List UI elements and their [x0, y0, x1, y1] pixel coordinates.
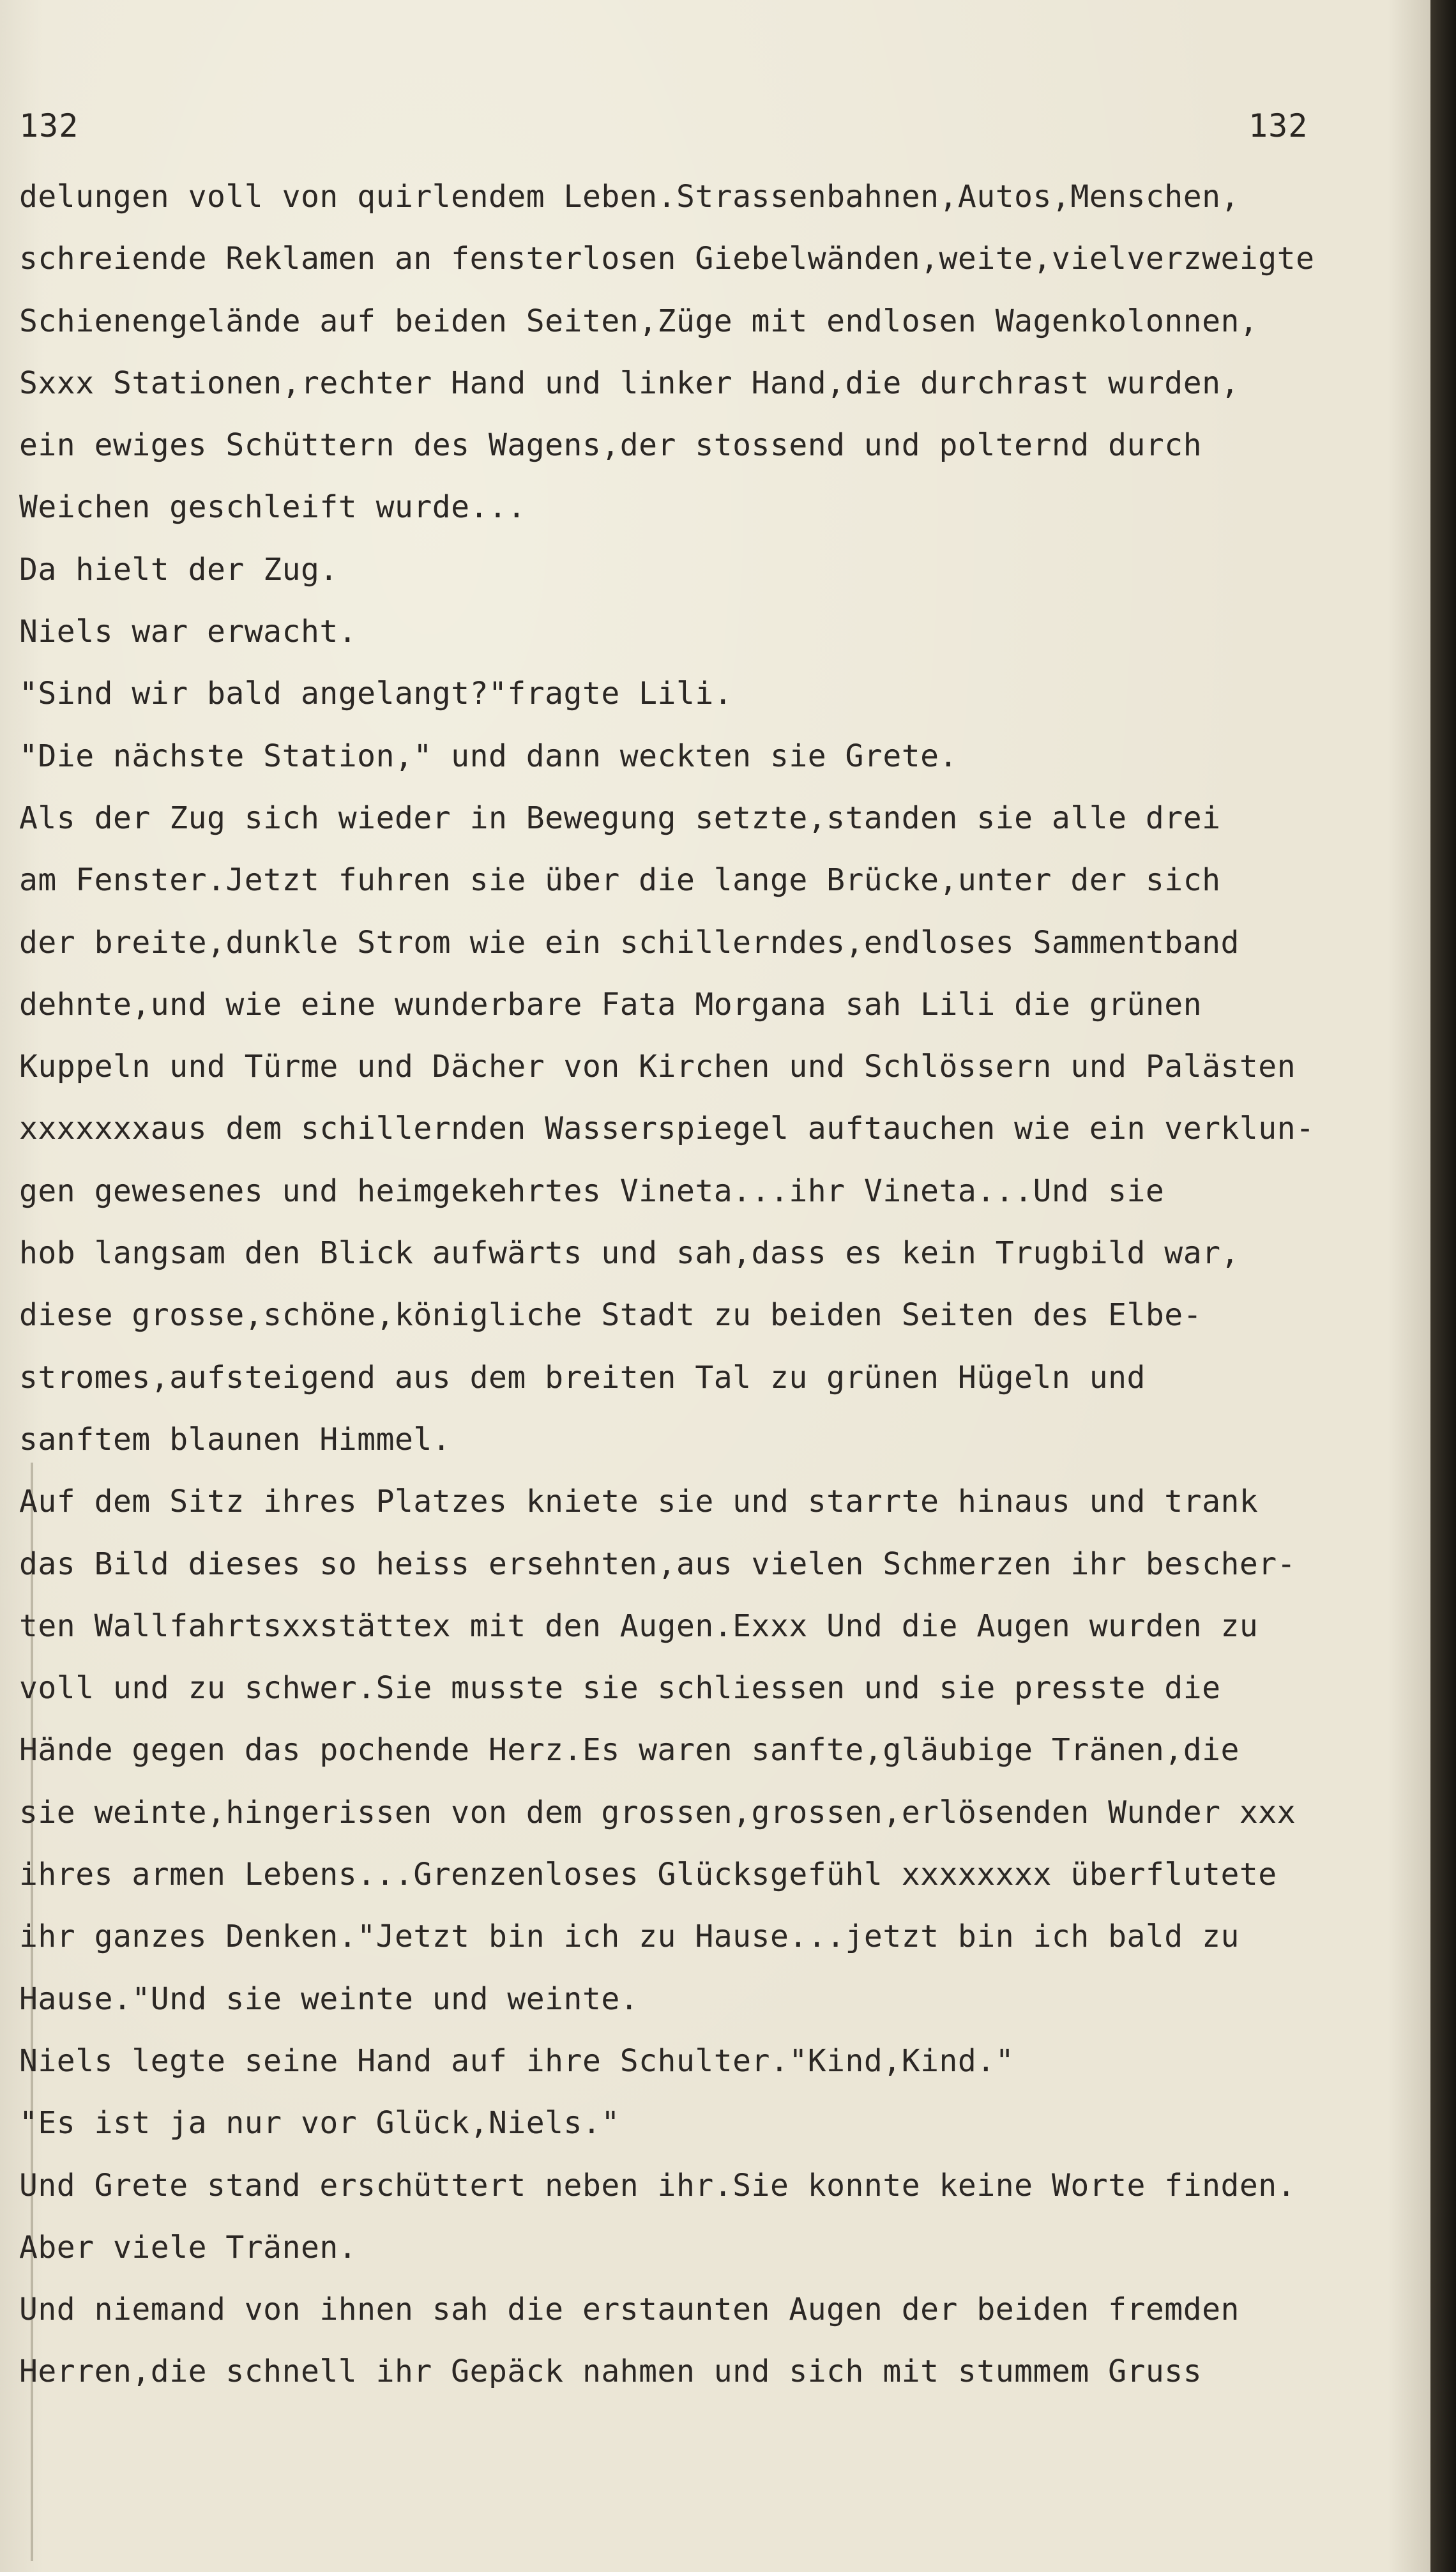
text-line: Hause."Und sie weinte und weinte. [19, 1981, 639, 2017]
text-line: "Sind wir bald angelangt?"fragte Lili. [19, 676, 733, 712]
text-line: stromes,aufsteigend aus dem breiten Tal zu grünen Hügeln und [19, 1359, 1146, 1396]
text-line: schreiende Reklamen an fensterlosen Giebelwänden,weite,vielverzweigte [19, 241, 1315, 277]
text-line: voll und zu schwer.Sie musste sie schliessen und sie presste die [19, 1670, 1221, 1707]
text-line: gen gewesenes und heimgekehrtes Vineta...ihr Vineta...Und sie [19, 1173, 1165, 1209]
text-line: ein ewiges Schüttern des Wagens,der stossend und polternd durch [19, 427, 1202, 464]
text-line: Hände gegen das pochende Herz.Es waren sanfte,gläubige Tränen,die [19, 1732, 1240, 1769]
text-line: Auf dem Sitz ihres Platzes kniete sie und starrte hinaus und trank [19, 1484, 1259, 1520]
text-line: diese grosse,schöne,königliche Stadt zu beiden Seiten des Elbe- [19, 1297, 1202, 1334]
text-line: Kuppeln und Türme und Dächer von Kirchen und Schlössern und Palästen [19, 1049, 1296, 1085]
text-line: das Bild dieses so heiss ersehnten,aus vielen Schmerzen ihr bescher- [19, 1546, 1296, 1582]
text-line: ihres armen Lebens...Grenzenloses Glücksgefühl xxxxxxxx überflutete [19, 1857, 1277, 1893]
text-line: Da hielt der Zug. [19, 551, 338, 588]
text-line: ten Wallfahrtsxxstättex mit den Augen.Exxx Und die Augen wurden zu [19, 1608, 1259, 1644]
text-line: Und niemand von ihnen sah die erstaunten Augen der beiden fremden [19, 2292, 1240, 2328]
text-line: Niels legte seine Hand auf ihre Schulter."Kind,Kind." [19, 2043, 1015, 2079]
text-line: Sxxx Stationen,rechter Hand und linker Hand,die durchrast wurden, [19, 365, 1240, 401]
text-line: der breite,dunkle Strom wie ein schillerndes,endloses Sammentband [19, 924, 1240, 961]
text-line: hob langsam den Blick aufwärts und sah,dass es kein Trugbild war, [19, 1235, 1240, 1272]
body-text [19, 166, 1411, 2403]
text-line: sie weinte,hingerissen von dem grossen,grossen,erlösenden Wunder xxx [19, 1794, 1296, 1830]
text-line: xxxxxxxaus dem schillernden Wasserspiegel auftauchen wie ein verklun- [19, 1111, 1315, 1147]
text-line: Niels war erwacht. [19, 614, 358, 650]
text-line: Weichen geschleift wurde... [19, 489, 526, 526]
page-number-left: 132 [19, 107, 79, 144]
text-line: am Fenster.Jetzt fuhren sie über die lange Brücke,unter der sich [19, 862, 1221, 899]
text-line: dehnte,und wie eine wunderbare Fata Morgana sah Lili die grünen [19, 986, 1202, 1023]
text-line: Schienengelände auf beiden Seiten,Züge mit endlosen Wagenkolonnen, [19, 303, 1259, 339]
page-edge-shadow [1430, 0, 1456, 2572]
text-line: ihr ganzes Denken."Jetzt bin ich zu Hause...jetzt bin ich bald zu [19, 1919, 1240, 1955]
text-line: Und Grete stand erschüttert neben ihr.Sie konnte keine Worte finden. [19, 2167, 1296, 2203]
text-line: Aber viele Tränen. [19, 2229, 358, 2265]
text-line: sanftem blaunen Himmel. [19, 1421, 451, 1457]
text-line: "Die nächste Station," und dann weckten sie Grete. [19, 738, 958, 774]
text-line: "Es ist ja nur vor Glück,Niels." [19, 2105, 620, 2142]
text-line: Herren,die schnell ihr Gepäck nahmen und sich mit stummem Gruss [19, 2354, 1202, 2390]
page-number-right: 132 [1248, 107, 1308, 144]
text-line: delungen voll von quirlendem Leben.Strassenbahnen,Autos,Menschen, [19, 179, 1240, 215]
text-line: Als der Zug sich wieder in Bewegung setzte,standen sie alle drei [19, 800, 1221, 836]
